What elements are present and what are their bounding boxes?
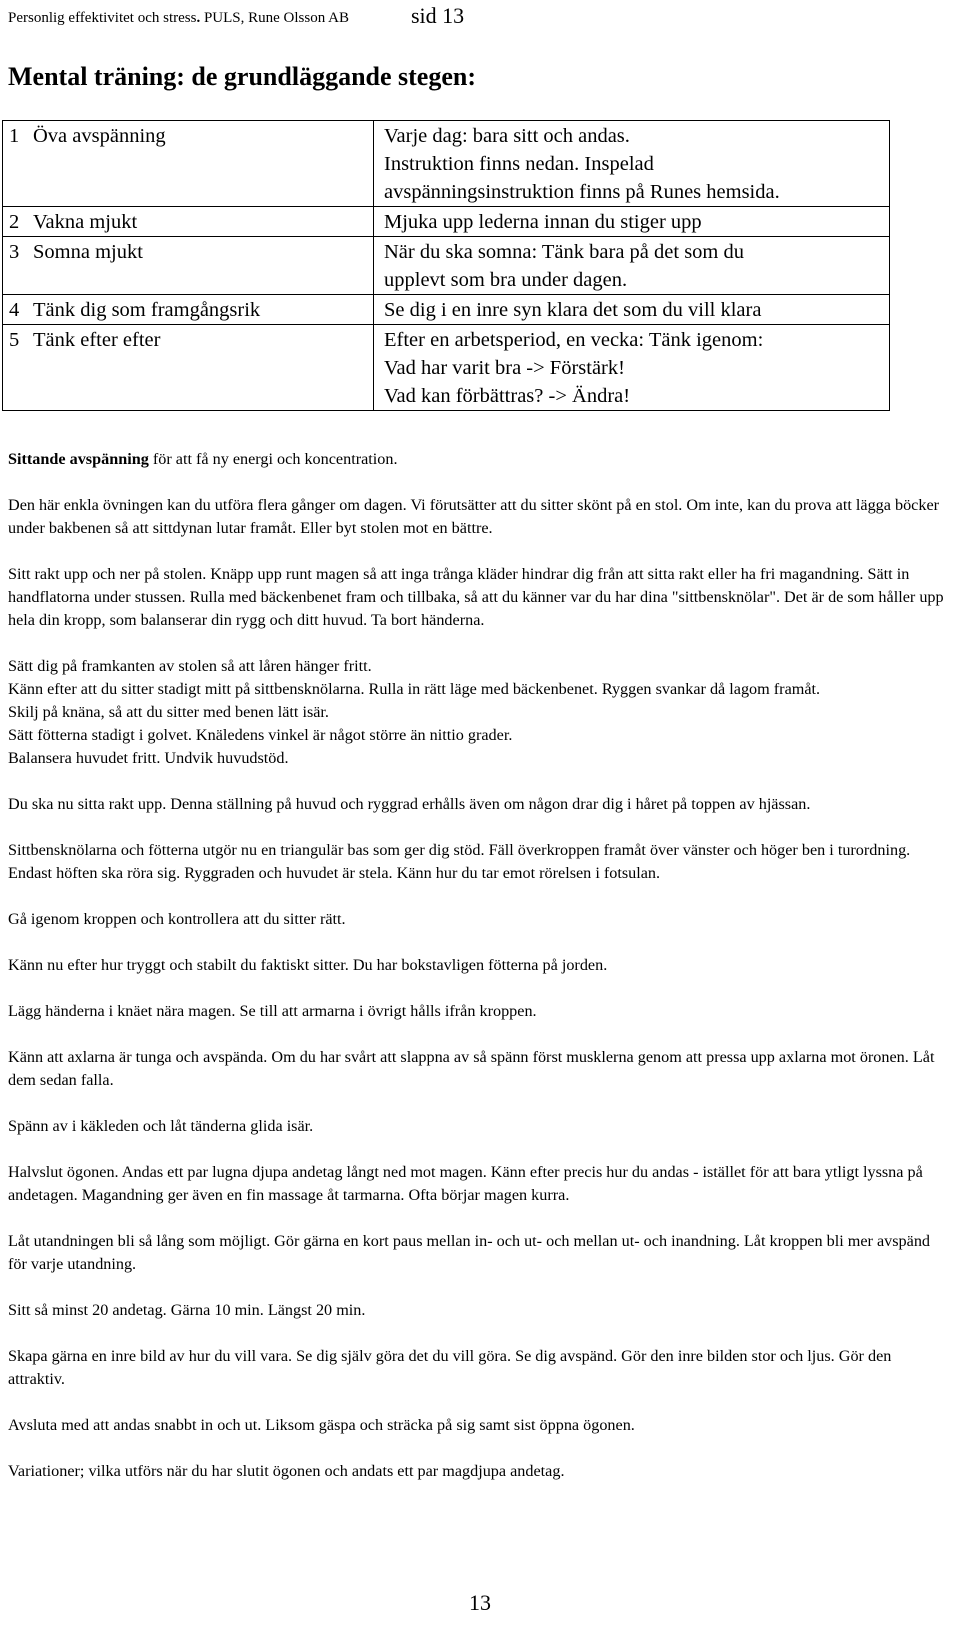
- paragraph: Den här enkla övningen kan du utföra flera gånger om dagen. Vi förutsätter att du sitter skönt på en stol. Om inte, kan du prova att lägga böcker under bakbenen så att sittdynan lutar framåt. Eller byt stolen mot en bättre.: [8, 496, 940, 537]
- page-title: Mental träning: de grundläggande stegen:: [8, 62, 476, 91]
- step-cell: [3, 325, 374, 411]
- header-page-label: sid 13: [410, 3, 465, 28]
- step-cell: [3, 237, 374, 295]
- section-heading: [8, 448, 948, 471]
- table-row: [3, 121, 890, 207]
- step-cell: [3, 207, 374, 237]
- paragraph: Lägg händerna i knäet nära magen. Se till att armarna i övrigt hålls ifrån kroppen.: [8, 1002, 537, 1020]
- paragraph: Sittbensknölarna och fötterna utgör nu en triangulär bas som ger dig stöd. Fäll överkroppen framåt över vänster och höger ben i turordning. Endast höften ska röra sig. Ryggraden och huvudet är stela. Känn hur du tar emot rörelsen i fotsulan.: [8, 841, 911, 882]
- paragraph: Känn att axlarna är tunga och avspända. Om du har svårt att slappna av så spänn först musklerna genom att pressa upp axlarna mot öronen. Låt dem sedan falla.: [8, 1048, 935, 1089]
- step-description: [374, 295, 890, 325]
- section-heading-bold: Sittande avspänning: [8, 450, 149, 468]
- paragraph: Sitt så minst 20 andetag. Gärna 10 min. Längst 20 min.: [8, 1301, 366, 1319]
- description-line: avspänningsinstruktion finns på Runes hemsida.: [384, 181, 780, 203]
- step-description: [374, 207, 890, 237]
- description-line: Vad har varit bra -> Förstärk!: [384, 357, 625, 379]
- description-line: Instruktion finns nedan. Inspelad: [384, 153, 654, 175]
- table-row: [3, 237, 890, 295]
- table-row: [3, 325, 890, 411]
- step-number: 1: [9, 125, 20, 147]
- paragraph: Halvslut ögonen. Andas ett par lugna djupa andetag långt ned mot magen. Känn efter precis hur du andas - istället för att bara ytligt lyssna på andetagen. Magandning ger även en fin massage åt tarmarna. Ofta börjar magen kurra.: [8, 1163, 923, 1204]
- description-line: Vad kan förbättras? -> Ändra!: [384, 385, 631, 407]
- paragraph: Låt utandningen bli så lång som möjligt. Gör gärna en kort paus mellan in- och ut- och mellan ut- och inandning. Låt kroppen bli mer avspänd för varje utandning.: [8, 1232, 931, 1273]
- paragraph: Känn efter att du sitter stadigt mitt på sittbensknölarna. Rulla in rätt läge med bäckenbenet. Ryggen svankar då lagom framåt.: [8, 680, 821, 698]
- page-footer: [0, 1590, 960, 1616]
- header-document-title: Personlig effektivitet och stress: [8, 10, 197, 26]
- paragraph: Sitt rakt upp och ner på stolen. Knäpp upp runt magen så att inga trånga kläder hindrar dig från att sitta rakt eller ha fri magandning. Sätt in handflatorna under stussen. Rulla med bäckenbenet fram och tillbaka, så att du känner var du har dina "sittbensknölar". Det är de som håller upp hela din kropp, som balanserar din rygg och ditt huvud. Ta bort händerna.: [8, 565, 944, 629]
- paragraph: Du ska nu sitta rakt upp. Denna ställning på huvud och ryggrad erhålls även om någon drar dig i håret på toppen av hjässan.: [8, 795, 811, 813]
- step-label: Vakna mjukt: [33, 211, 138, 233]
- body-text: [8, 448, 948, 1506]
- table-row: [3, 295, 890, 325]
- paragraph: Skapa gärna en inre bild av hur du vill vara. Se dig själv göra det du vill göra. Se dig avspänd. Gör den inre bilden stor och ljus. Gör den attraktiv.: [8, 1347, 892, 1388]
- paragraph: Spänn av i käkleden och låt tänderna glida isär.: [8, 1117, 314, 1135]
- page-header: [8, 2, 464, 28]
- step-description: [374, 325, 890, 411]
- description-line: När du ska somna: Tänk bara på det som du: [384, 241, 744, 263]
- paragraph: Variationer; vilka utförs när du har slutit ögonen och andats ett par magdjupa andetag.: [8, 1462, 565, 1480]
- step-number: 5: [9, 329, 20, 351]
- header-dot: .: [196, 10, 201, 26]
- step-label: Tänk efter efter: [33, 329, 161, 351]
- step-description: [374, 237, 890, 295]
- step-cell: [3, 295, 374, 325]
- step-label: Öva avspänning: [33, 125, 166, 147]
- step-number: 3: [9, 241, 20, 263]
- section-heading-rest: för att få ny energi och koncentration.: [148, 450, 398, 468]
- paragraph: Balansera huvudet fritt. Undvik huvudstöd.: [8, 749, 289, 767]
- paragraph: Gå igenom kroppen och kontrollera att du sitter rätt.: [8, 910, 346, 928]
- footer-page-number: 13: [469, 1590, 491, 1615]
- step-number: 4: [9, 299, 20, 321]
- description-line: Varje dag: bara sitt och andas.: [384, 125, 630, 147]
- step-cell: [3, 121, 374, 207]
- step-description: [374, 121, 890, 207]
- description-line: Se dig i en inre syn klara det som du vill klara: [384, 299, 762, 321]
- header-author: PULS, Rune Olsson AB: [200, 10, 349, 26]
- paragraph: Känn nu efter hur tryggt och stabilt du faktiskt sitter. Du har bokstavligen fötterna på jorden.: [8, 956, 608, 974]
- description-line: Efter en arbetsperiod, en vecka: Tänk igenom:: [384, 329, 764, 351]
- paragraph: Avsluta med att andas snabbt in och ut. Liksom gäspa och sträcka på sig samt sist öppna ögonen.: [8, 1416, 635, 1434]
- step-number: 2: [9, 211, 20, 233]
- step-label: Somna mjukt: [33, 241, 143, 263]
- step-label: Tänk dig som framgångsrik: [33, 299, 261, 321]
- steps-table: [2, 120, 890, 411]
- paragraph: Sätt dig på framkanten av stolen så att låren hänger fritt.: [8, 657, 372, 675]
- paragraph: Sätt fötterna stadigt i golvet. Knäledens vinkel är något större än nittio grader.: [8, 726, 513, 744]
- paragraph: Skilj på knäna, så att du sitter med benen lätt isär.: [8, 703, 329, 721]
- description-line: upplevt som bra under dagen.: [384, 269, 628, 291]
- table-row: [3, 207, 890, 237]
- description-line: Mjuka upp lederna innan du stiger upp: [384, 211, 702, 233]
